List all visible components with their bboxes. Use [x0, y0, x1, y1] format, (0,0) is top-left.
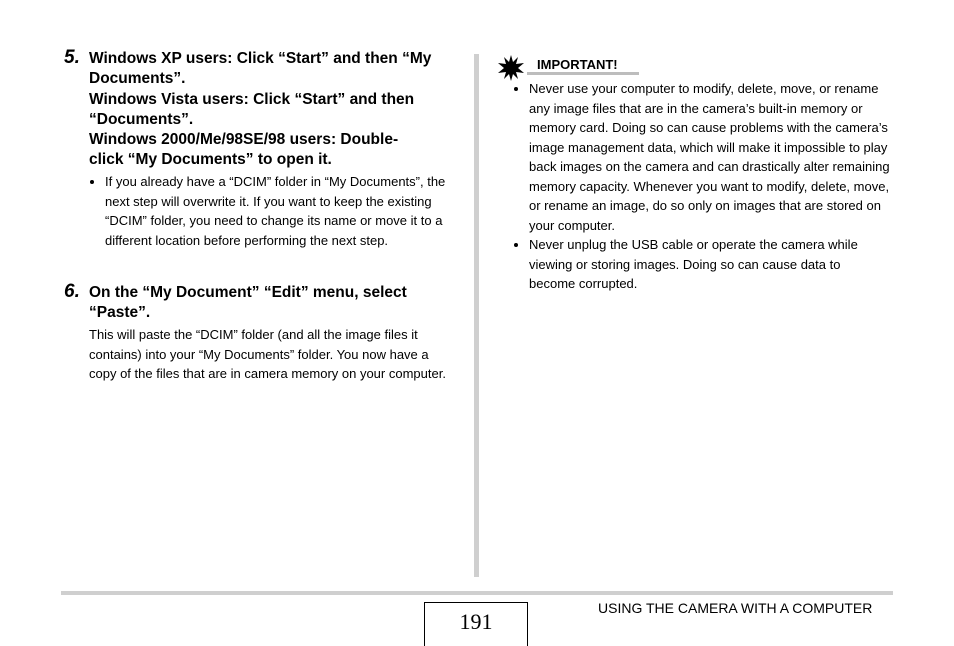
step-6-number: 6.: [64, 281, 80, 302]
starburst-icon: [498, 55, 524, 81]
section-title: USING THE CAMERA WITH A COMPUTER: [598, 600, 873, 616]
important-underline: [527, 72, 639, 75]
important-label: IMPORTANT!: [537, 57, 618, 72]
step-5-heading-line: Documents”.: [89, 70, 186, 88]
step-5-heading-line: Windows Vista users: Click “Start” and then: [89, 90, 415, 108]
important-list: [513, 79, 890, 294]
step-6-heading: [89, 283, 407, 324]
step-5-number: 5.: [64, 47, 80, 68]
step-5-note: If you already have a “DCIM” folder in “My Documents”, the next step will overwrite it. If you want to keep the existing “DCIM” folder, you need to change its name or move it to a different location before performing the next step.: [89, 172, 455, 250]
step-6-heading-line: “Paste”.: [89, 304, 151, 322]
step-5-heading-line: Windows 2000/Me/98SE/98 users: Double-: [89, 131, 399, 149]
column-divider: [474, 54, 479, 577]
step-5-heading: [89, 49, 431, 171]
page-number: 191: [424, 602, 528, 646]
step-5-notes: [89, 172, 455, 250]
important-item: Never use your computer to modify, delete, move, or rename any image files that are in the camera’s built-in memory or memory card. Doing so can cause problems with the camera’s image management data, which will make it impossible to play back images on the camera and can drastically alter remaining memory capacity. Whenever you want to modify, delete, move, or rename an image, do so only on images that are stored on your computer.: [513, 79, 890, 235]
step-5-heading-line: “Documents”.: [89, 110, 194, 128]
step-5-heading-line: click “My Documents” to open it.: [89, 151, 332, 169]
step-5-heading-line: Windows XP users: Click “Start” and then “My: [89, 50, 432, 67]
footer-rule: [61, 591, 893, 595]
step-6-heading-line: On the “My Document” “Edit” menu, select: [89, 284, 407, 301]
important-item: Never unplug the USB cable or operate the camera while viewing or storing images. Doing so can cause data to become corrupted.: [513, 235, 890, 294]
step-6-body: This will paste the “DCIM” folder (and all the image files it contains) into your “My Documents” folder. You now have a copy of the files that are in camera memory on your computer.: [89, 327, 446, 381]
